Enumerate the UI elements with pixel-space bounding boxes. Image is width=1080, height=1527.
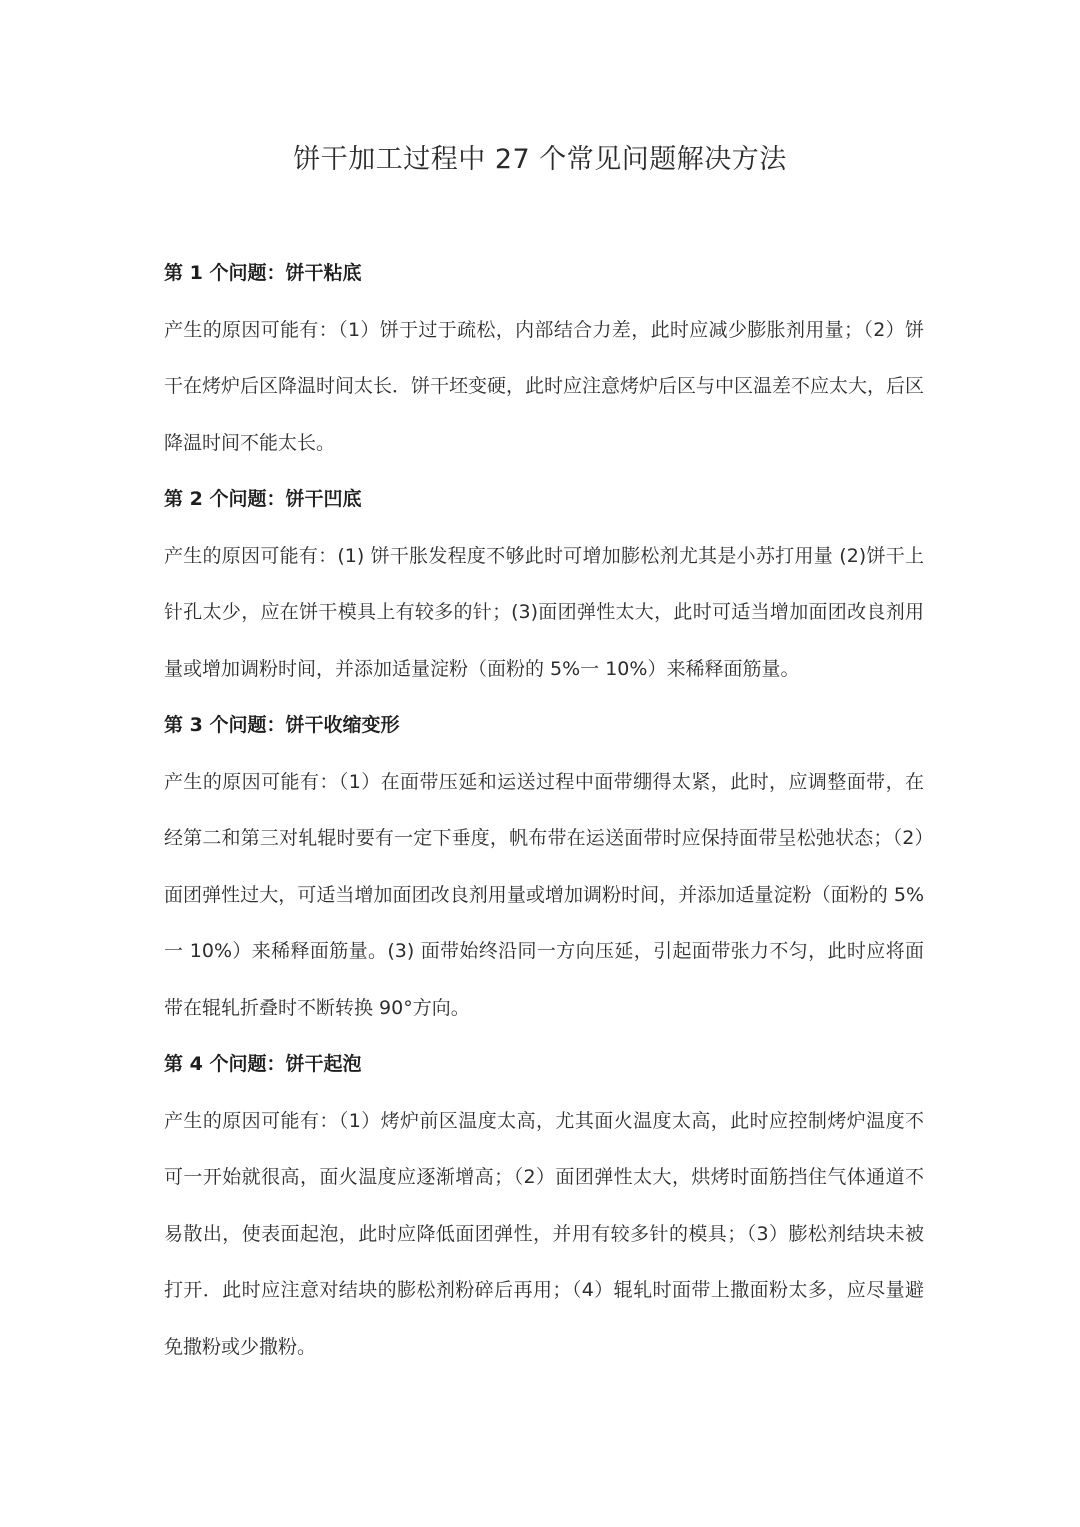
section-2 (164, 471, 924, 697)
section-2-heading: 第 2 个问题：饼干凹底 (164, 488, 362, 510)
section-4-heading: 第 4 个问题：饼干起泡 (164, 1053, 362, 1075)
section-1 (164, 245, 924, 471)
section-3 (164, 697, 924, 1036)
document-title: 饼干加工过程中 27 个常见问题解决方法 (293, 144, 787, 175)
section-2-body: 产生的原因可能有：(1) 饼干胀发程度不够此时可增加膨松剂尤其是小苏打用量 (2)饼干上针孔太少，应在饼干模具上有较多的针；(3)面团弹性太大，此时可适当增加面团改良剂用量或增加调粉时间，并添加适量淀粉（面粉的 5%一 10%）来稀释面筋量。 (164, 544, 924, 680)
document-content (164, 245, 924, 1375)
section-4 (164, 1036, 924, 1375)
section-4-body: 产生的原因可能有：（1）烤炉前区温度太高，尤其面火温度太高，此时应控制烤炉温度不可一开始就很高，面火温度应逐渐增高；（2）面团弹性太大，烘烤时面筋挡住气体通道不易散出，使表面起泡，此时应降低面团弹性，并用有较多针的模具；（3）膨松剂结块未被打开．此时应注意对结块的膨松剂粉碎后再用；（4）辊轧时面带上撒面粉太多，应尽量避免撒粉或少撒粉。 (164, 1109, 924, 1358)
section-1-body: 产生的原因可能有：（1）饼于过于疏松，内部结合力差，此时应减少膨胀剂用量；（2）饼干在烤炉后区降温时间太长．饼干坯变硬，此时应注意烤炉后区与中区温差不应太大，后区降温时间不能太长。 (164, 318, 925, 454)
section-3-body: 产生的原因可能有：（1）在面带压延和运送过程中面带绷得太紧，此时，应调整面带，在经第二和第三对轧辊时要有一定下垂度，帆布带在运送面带时应保持面带呈松弛状态；（2）面团弹性过大，可适当增加面团改良剂用量或增加调粉时间，并添加适量淀粉（面粉的 5%一 10%）来稀释面筋量。(3) 面带始终沿同一方向压延，引起面带张力不匀，此时应将面带在辊轧折叠时不断转换 90°方向。 (164, 770, 924, 1019)
section-1-heading: 第 1 个问题：饼干粘底 (164, 262, 362, 284)
section-3-heading: 第 3 个问题：饼干收缩变形 (164, 714, 400, 736)
